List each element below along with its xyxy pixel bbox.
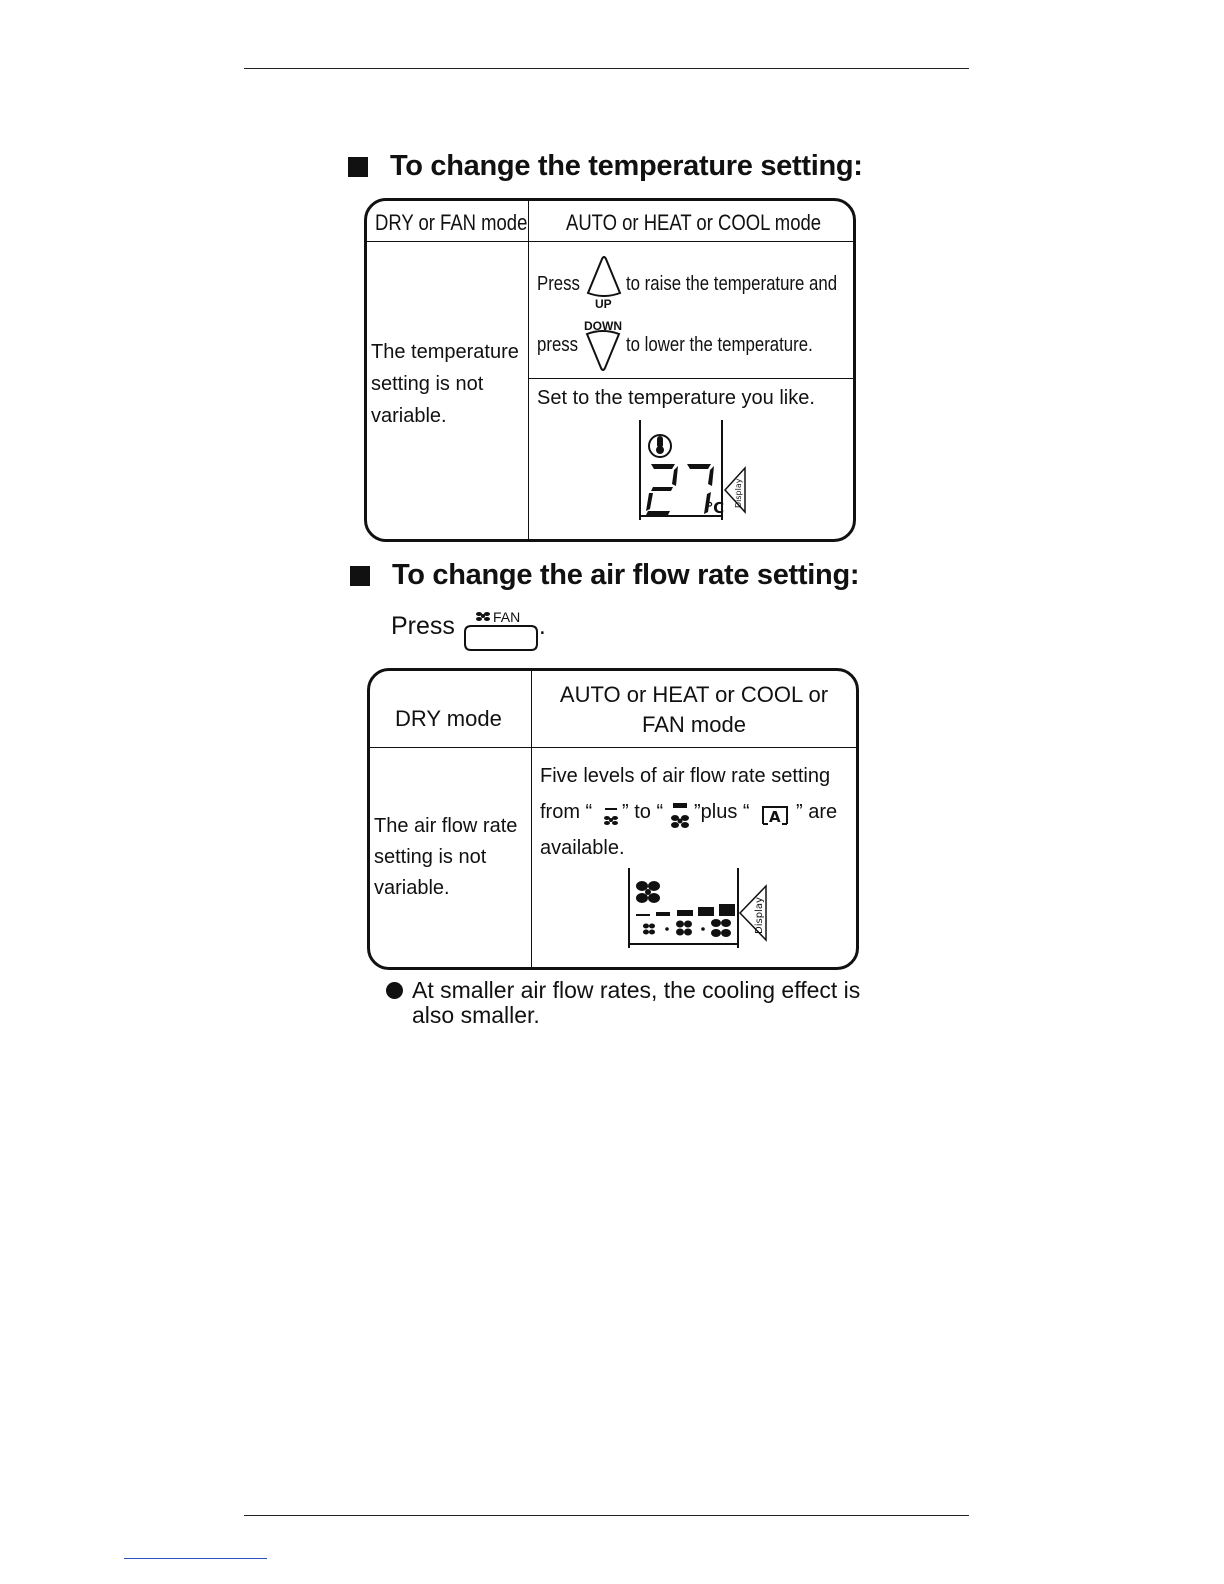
large-fan-icon xyxy=(636,881,660,903)
display-tag-icon xyxy=(725,468,745,512)
table1-column-divider xyxy=(528,200,529,540)
cooling-note-line2: also smaller. xyxy=(412,1002,540,1028)
high-fan-level-icon xyxy=(670,802,690,830)
celsius-unit: ℃ xyxy=(706,499,725,517)
square-bullet-icon xyxy=(350,566,370,586)
set-temperature-text: Set to the temperature you like. xyxy=(537,387,815,409)
table2-header-auto-line2: FAN mode xyxy=(642,712,746,737)
press-fan-word: Press xyxy=(391,612,455,640)
low-fan-level-icon xyxy=(602,806,620,828)
table2-header-dry: DRY mode xyxy=(395,706,502,731)
thermometer-icon xyxy=(649,435,671,457)
table2-header-divider xyxy=(369,747,857,748)
auto-fan-icon xyxy=(760,802,790,826)
table1-header-dry-fan: DRY or FAN mode xyxy=(375,210,528,235)
fan-speed-row-icons xyxy=(643,919,731,937)
from-word: from “ xyxy=(540,801,593,823)
seven-segment-digits xyxy=(646,464,714,515)
up-label: UP xyxy=(595,297,612,311)
display-tag-icon xyxy=(740,886,766,940)
table1-row-divider xyxy=(529,378,854,379)
raise-temperature-text: to raise the temperature and xyxy=(626,273,838,295)
fan-button-icon xyxy=(461,608,545,654)
press-fan-period: . xyxy=(538,612,546,640)
cooling-note xyxy=(386,978,860,1028)
cooling-note-line1: At smaller air flow rates, the cooling effect is xyxy=(412,977,861,1003)
table1-header-divider xyxy=(366,241,854,242)
temperature-heading xyxy=(348,150,863,183)
five-levels-text: Five levels of air flow rate setting xyxy=(540,765,831,787)
svg-text:Display: Display xyxy=(734,478,743,508)
down-arrow-button-icon xyxy=(583,330,623,372)
air-flow-heading xyxy=(350,559,859,592)
lower-temperature-text: to lower the temperature. xyxy=(626,334,813,356)
table1-header-auto-heat-cool: AUTO or HEAT or COOL mode xyxy=(566,210,822,235)
table2-column-divider xyxy=(531,670,532,968)
table1-not-variable-line2: setting is not xyxy=(371,373,484,395)
temperature-heading-text: To change the temperature setting: xyxy=(390,150,863,182)
available-word: available. xyxy=(540,837,625,859)
table1-not-variable-line3: variable. xyxy=(371,405,447,427)
temperature-lcd-display xyxy=(635,418,755,524)
press-fan-line xyxy=(391,609,546,654)
table2-not-variable-line1: The air flow rate xyxy=(374,815,518,837)
table2-header-auto-line1: AUTO or HEAT or COOL or xyxy=(559,682,829,707)
footer-link-underline xyxy=(124,1558,267,1559)
svg-text:A: A xyxy=(769,808,781,826)
air-flow-lcd-display xyxy=(624,866,770,952)
table2-not-variable-line2: setting is not xyxy=(374,846,487,868)
table1-not-variable-line1: The temperature xyxy=(371,341,519,363)
press-down-word: press xyxy=(537,334,579,356)
press-up-word: Press xyxy=(537,273,580,295)
to-word: ” to “ xyxy=(622,801,664,823)
up-arrow-button-icon xyxy=(584,255,624,297)
top-rule xyxy=(244,68,969,69)
square-bullet-icon xyxy=(348,157,368,177)
fan-symbol-icon xyxy=(476,612,490,621)
down-label: DOWN xyxy=(584,319,622,333)
svg-text:Display: Display xyxy=(754,897,765,934)
bottom-rule xyxy=(244,1515,969,1516)
fan-level-bars xyxy=(636,904,735,916)
air-flow-heading-text: To change the air flow rate setting: xyxy=(392,559,860,591)
round-bullet-icon xyxy=(386,982,403,999)
plus-word: ”plus “ xyxy=(694,801,750,823)
are-word: ” are xyxy=(796,801,838,823)
table2-not-variable-line3: variable. xyxy=(374,877,450,899)
svg-text:FAN: FAN xyxy=(492,609,521,625)
